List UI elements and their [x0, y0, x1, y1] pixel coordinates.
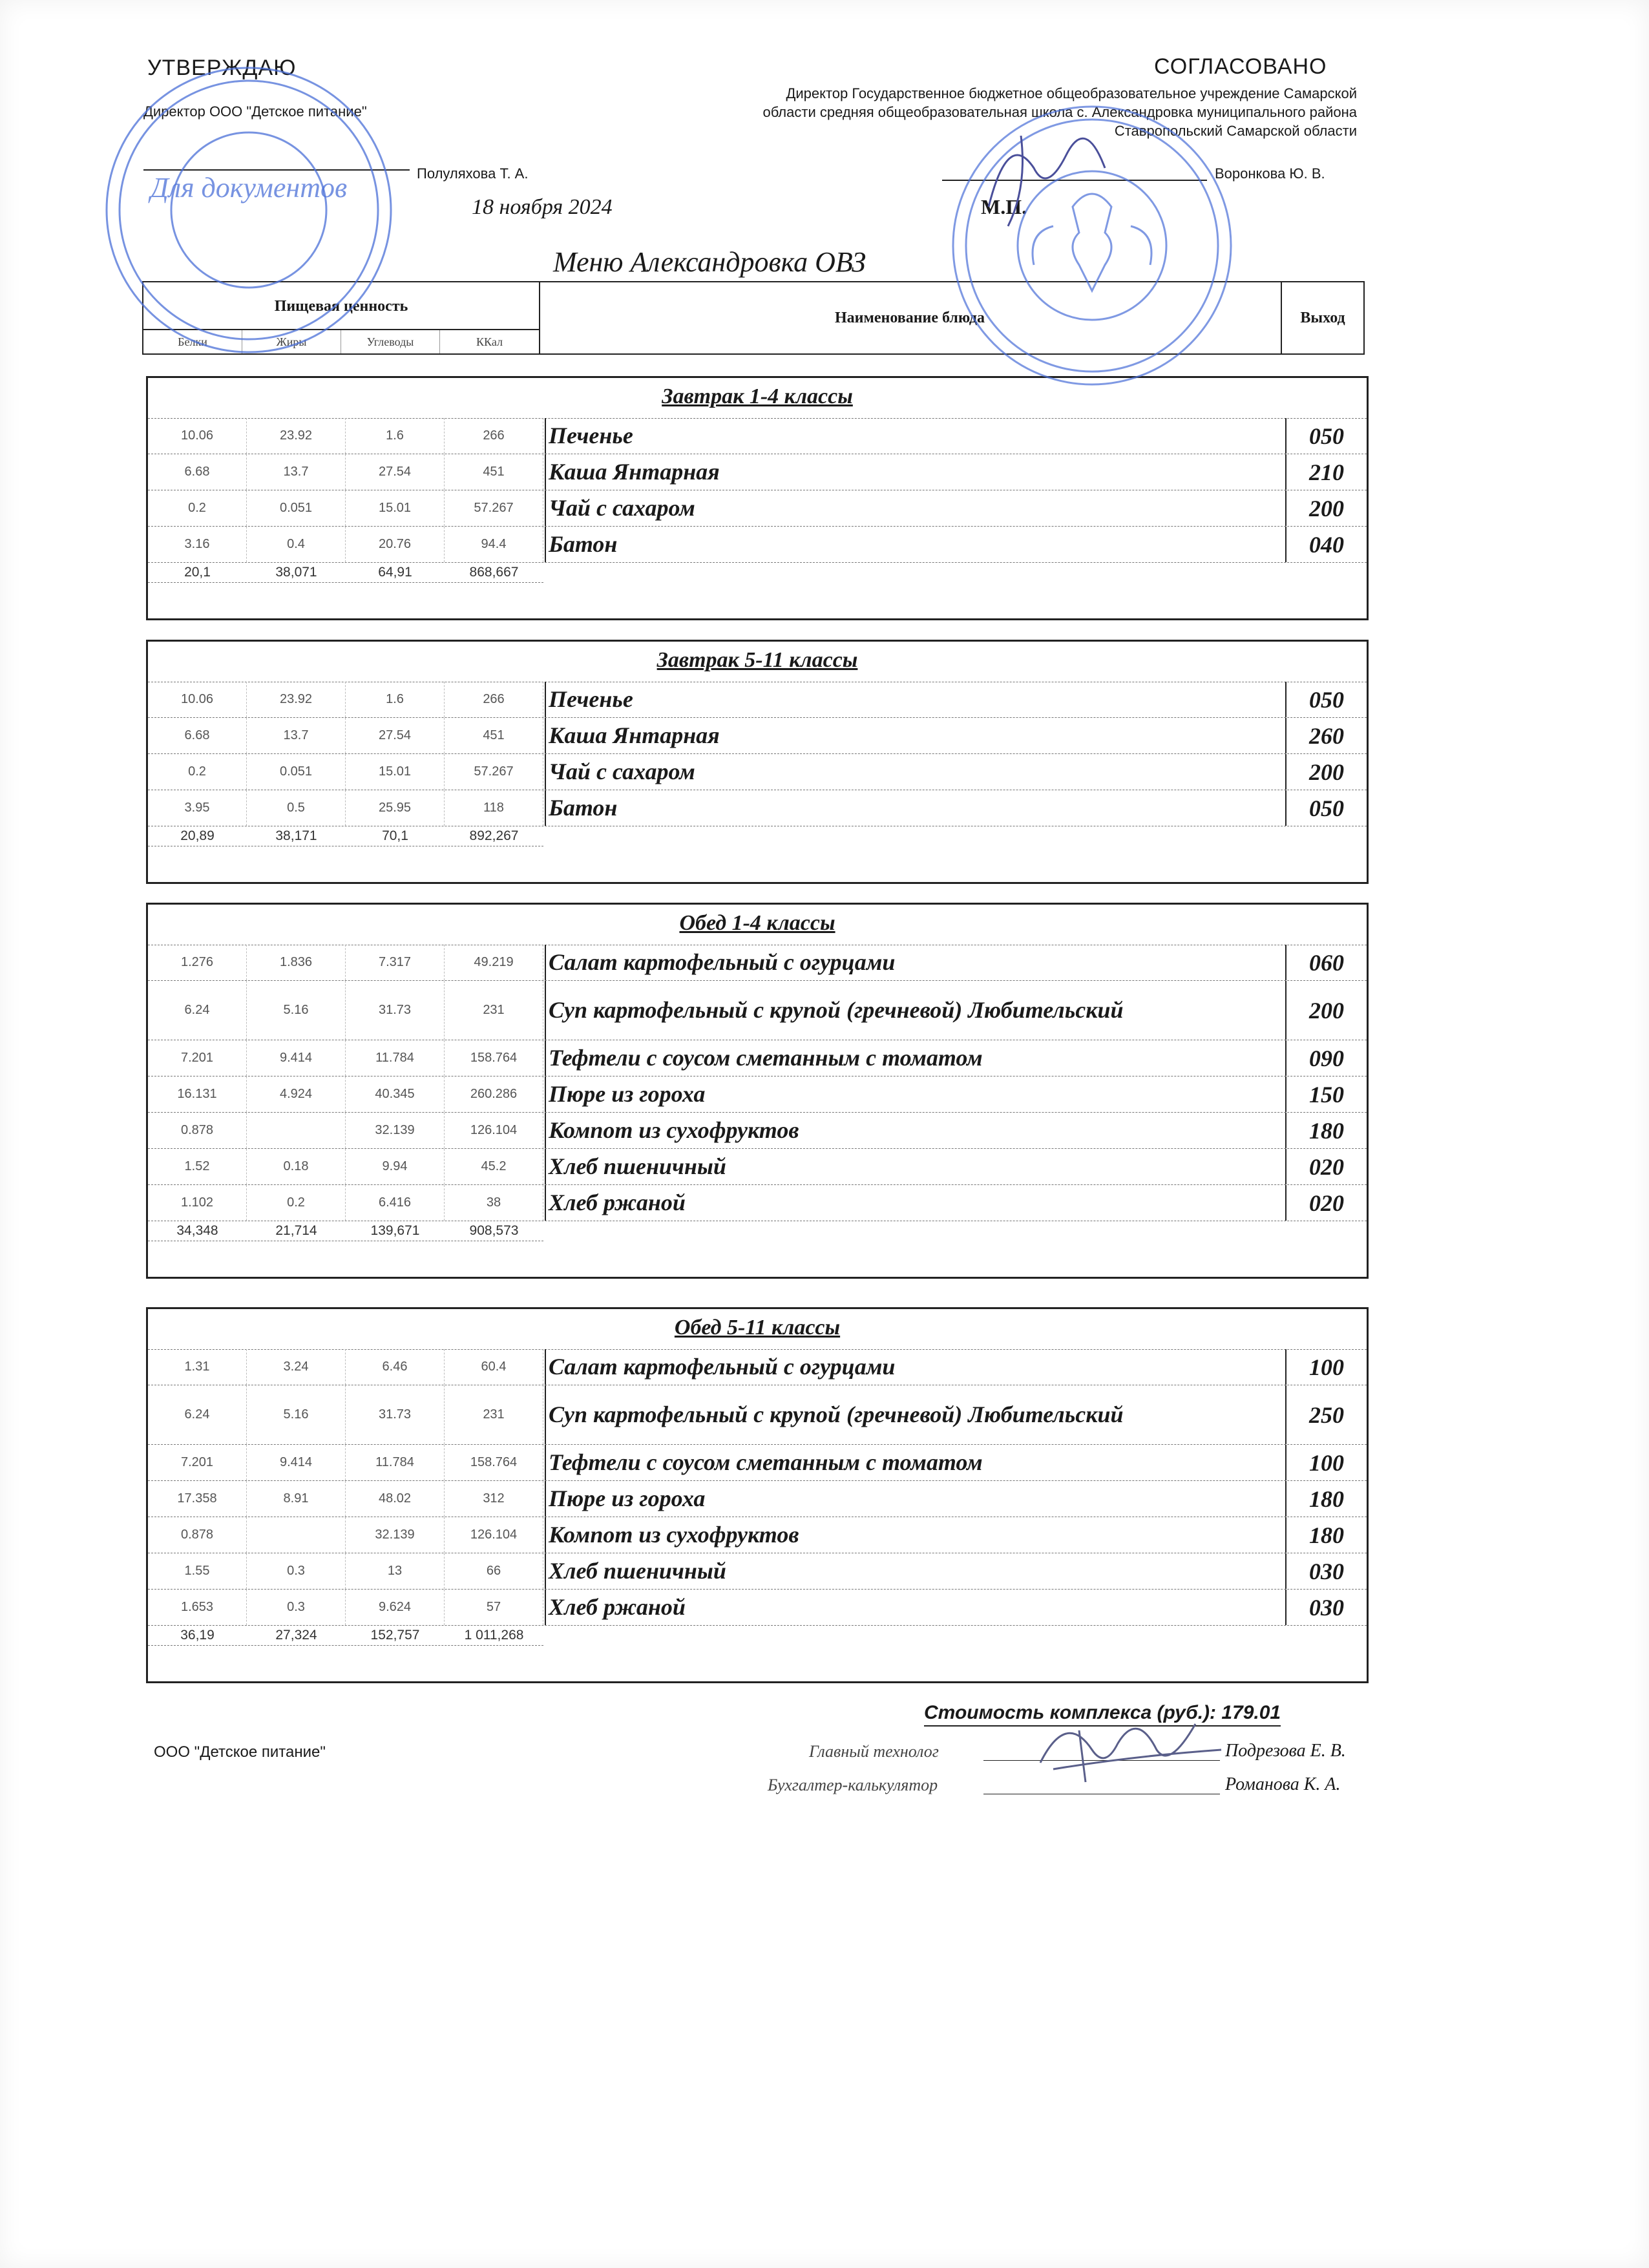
table-row: [148, 754, 1367, 790]
carbs-value: 31.73: [346, 981, 445, 1040]
kcal-value: 266: [445, 418, 543, 454]
kcal-value: 94.4: [445, 527, 543, 562]
protein-value: 0.2: [148, 490, 247, 526]
table-row: [148, 1040, 1367, 1076]
acc-label: Бухгалтер-калькулятор: [768, 1776, 938, 1794]
carbs-value: 27.54: [346, 454, 445, 490]
total-protein: 36,19: [180, 1628, 215, 1643]
carbs-value: 48.02: [346, 1481, 445, 1517]
dish-name: Тефтели с соусом сметанным с томатом: [545, 1040, 1287, 1076]
agree-title: СОГЛАСОВАНО: [1154, 54, 1327, 79]
menu-section: [146, 1307, 1369, 1683]
fat-value: 9.414: [247, 1040, 346, 1076]
dish-output: 060: [1309, 949, 1344, 976]
table-row: [148, 1553, 1367, 1590]
dish-output: 100: [1309, 1354, 1344, 1380]
kcal-value: 60.4: [445, 1349, 543, 1385]
approve-position: Директор ООО "Детское питание": [143, 103, 367, 120]
tech-signature-icon: [1002, 1692, 1247, 1801]
section-total: [148, 563, 543, 583]
protein-value: 17.358: [148, 1481, 247, 1517]
kcal-value: 45.2: [445, 1149, 543, 1184]
dish-output: 090: [1309, 1045, 1344, 1071]
kcal-value: 126.104: [445, 1113, 543, 1148]
protein-value: 7.201: [148, 1445, 247, 1480]
kcal-header: ККал: [476, 335, 503, 348]
agree-position-line: Ставропольский Самарской области: [1114, 123, 1357, 139]
carbs-value: 32.139: [346, 1113, 445, 1148]
carbs-value: 32.139: [346, 1517, 445, 1553]
table-row: [148, 418, 1367, 454]
dish-name: Суп картофельный с крупой (гречневой) Любительский: [545, 981, 1287, 1040]
kcal-value: 118: [445, 790, 543, 826]
output-header: Выход: [1300, 310, 1345, 326]
fat-value: 0.5: [247, 790, 346, 826]
protein-value: 0.878: [148, 1113, 247, 1148]
kcal-value: 266: [445, 682, 543, 717]
seal-mark: М.П.: [981, 195, 1027, 218]
fat-header: Жиры: [242, 330, 341, 353]
dish-name: Хлеб пшеничный: [545, 1553, 1287, 1589]
dish-output: 050: [1309, 423, 1344, 449]
fat-value: 5.16: [247, 981, 346, 1040]
dish-output: 020: [1309, 1153, 1344, 1180]
table-row: [148, 1076, 1367, 1113]
table-row: [148, 718, 1367, 754]
carbs-value: 25.95: [346, 790, 445, 826]
fat-value: 23.92: [247, 418, 346, 454]
kcal-value: 49.219: [445, 945, 543, 980]
table-row: [148, 981, 1367, 1040]
table-row: [148, 1590, 1367, 1626]
dish-output: 200: [1309, 997, 1344, 1024]
section-total: [148, 1221, 543, 1241]
dish-output: 180: [1309, 1486, 1344, 1512]
section-title: Обед 1-4 классы: [679, 911, 835, 935]
carbs-value: 1.6: [346, 682, 445, 717]
protein-value: 7.201: [148, 1040, 247, 1076]
dish-name: Батон: [545, 790, 1287, 826]
protein-value: 6.68: [148, 454, 247, 490]
dish-header: Наименование блюда: [539, 282, 1282, 353]
agree-signature-icon: [963, 110, 1157, 239]
protein-value: 1.653: [148, 1590, 247, 1625]
section-title: Завтрак 1-4 классы: [662, 384, 853, 408]
table-row: [148, 1481, 1367, 1517]
kcal-value: 57: [445, 1590, 543, 1625]
dish-name: Салат картофельный с огурцами: [545, 1349, 1287, 1385]
carbs-value: 15.01: [346, 754, 445, 790]
protein-value: 0.2: [148, 754, 247, 790]
table-row: [148, 945, 1367, 981]
carbs-value: 11.784: [346, 1040, 445, 1076]
menu-section: [146, 376, 1369, 620]
total-protein: 34,348: [176, 1223, 218, 1238]
carbs-value: 40.345: [346, 1076, 445, 1112]
fat-value: 4.924: [247, 1076, 346, 1112]
dish-name: Компот из сухофруктов: [545, 1113, 1287, 1148]
carbs-value: 1.6: [346, 418, 445, 454]
fat-value: 1.836: [247, 945, 346, 980]
kcal-value: 451: [445, 718, 543, 753]
dish-output: 200: [1309, 759, 1344, 785]
menu-section: [146, 640, 1369, 884]
table-row: [148, 1113, 1367, 1149]
dish-output: 200: [1309, 495, 1344, 521]
table-row: [148, 454, 1367, 490]
carbs-value: 15.01: [346, 490, 445, 526]
dish-output: 250: [1309, 1402, 1344, 1428]
protein-value: 6.24: [148, 981, 247, 1040]
kcal-value: 158.764: [445, 1040, 543, 1076]
table-row: [148, 1149, 1367, 1185]
carbs-header: Углеводы: [341, 330, 440, 353]
kcal-value: 260.286: [445, 1076, 543, 1112]
agree-position-line: Директор Государственное бюджетное общеобразовательное учреждение Самарской: [786, 85, 1357, 101]
protein-value: 10.06: [148, 418, 247, 454]
dish-output: 050: [1309, 686, 1344, 713]
section-total: [148, 1626, 543, 1646]
dish-output: 100: [1309, 1449, 1344, 1476]
table-row: [148, 1445, 1367, 1481]
total-protein: 20,89: [180, 828, 215, 843]
dish-output: 050: [1309, 795, 1344, 821]
kcal-value: 451: [445, 454, 543, 490]
carbs-value: 7.317: [346, 945, 445, 980]
protein-value: 6.68: [148, 718, 247, 753]
protein-value: 6.24: [148, 1385, 247, 1444]
total-kcal: 892,267: [469, 828, 519, 843]
protein-value: 0.878: [148, 1517, 247, 1553]
carbs-value: 27.54: [346, 718, 445, 753]
dish-output: 260: [1309, 722, 1344, 749]
dish-name: Чай с сахаром: [545, 490, 1287, 526]
stamp-left-text: Для документов: [150, 172, 348, 204]
total-carbs: 139,671: [370, 1223, 420, 1238]
agree-name: Воронкова Ю. В.: [1215, 165, 1325, 182]
dish-name: Пюре из гороха: [545, 1481, 1287, 1517]
protein-value: 1.31: [148, 1349, 247, 1385]
table-row: [148, 790, 1367, 826]
kcal-value: 38: [445, 1185, 543, 1221]
protein-value: 1.102: [148, 1185, 247, 1221]
fat-value: 8.91: [247, 1481, 346, 1517]
dish-name: Пюре из гороха: [545, 1076, 1287, 1112]
fat-value: 0.051: [247, 754, 346, 790]
kcal-value: 126.104: [445, 1517, 543, 1553]
fat-value: [247, 1113, 346, 1148]
fat-value: 13.7: [247, 718, 346, 753]
total-carbs: 152,757: [370, 1628, 420, 1643]
acc-name: Романова К. А.: [1225, 1774, 1341, 1794]
carbs-value: 11.784: [346, 1445, 445, 1480]
table-row: [148, 527, 1367, 563]
dish-name: Салат картофельный с огурцами: [545, 945, 1287, 980]
protein-value: 3.95: [148, 790, 247, 826]
table-row: [148, 1385, 1367, 1445]
total-fat: 38,171: [275, 828, 317, 843]
total-protein: 20,1: [184, 565, 211, 580]
table-row: [148, 490, 1367, 527]
dish-output: 030: [1309, 1558, 1344, 1584]
protein-value: 10.06: [148, 682, 247, 717]
carbs-value: 13: [346, 1553, 445, 1589]
dish-output: 020: [1309, 1190, 1344, 1216]
carbs-value: 6.416: [346, 1185, 445, 1221]
table-row: [148, 1517, 1367, 1553]
fat-value: 0.051: [247, 490, 346, 526]
protein-value: 1.55: [148, 1553, 247, 1589]
dish-name: Печенье: [545, 682, 1287, 717]
protein-header: Белки: [143, 330, 242, 353]
dish-name: Хлеб ржаной: [545, 1590, 1287, 1625]
table-row: [148, 682, 1367, 718]
kcal-value: 57.267: [445, 490, 543, 526]
dish-output: 040: [1309, 531, 1344, 558]
carbs-value: 9.94: [346, 1149, 445, 1184]
dish-output: 150: [1309, 1081, 1344, 1108]
table-row: [148, 1185, 1367, 1221]
dish-name: Компот из сухофруктов: [545, 1517, 1287, 1553]
fat-value: 13.7: [247, 454, 346, 490]
dish-output: 180: [1309, 1117, 1344, 1144]
dish-name: Тефтели с соусом сметанным с томатом: [545, 1445, 1287, 1480]
dish-name: Каша Янтарная: [545, 454, 1287, 490]
protein-value: 1.52: [148, 1149, 247, 1184]
fat-value: 9.414: [247, 1445, 346, 1480]
tech-label: Главный технолог: [809, 1742, 939, 1761]
total-kcal: 1 011,268: [464, 1628, 524, 1643]
fat-value: 0.3: [247, 1553, 346, 1589]
table-row: [148, 1349, 1367, 1385]
tech-name: Подрезова Е. В.: [1225, 1741, 1346, 1761]
protein-value: 16.131: [148, 1076, 247, 1112]
carbs-value: 31.73: [346, 1385, 445, 1444]
kcal-value: 231: [445, 1385, 543, 1444]
carbs-value: 6.46: [346, 1349, 445, 1385]
approve-name: Полуляхова Т. А.: [417, 165, 529, 182]
total-carbs: 70,1: [382, 828, 408, 843]
agree-position-line: области средняя общеобразовательная школа с. Александровка муниципального района: [762, 104, 1357, 120]
total-fat: 27,324: [275, 1628, 317, 1643]
carbs-value: 20.76: [346, 527, 445, 562]
section-total: [148, 826, 543, 846]
total-fat: 38,071: [275, 565, 317, 580]
dish-output: 030: [1309, 1594, 1344, 1621]
kcal-value: 66: [445, 1553, 543, 1589]
fat-value: 23.92: [247, 682, 346, 717]
approve-date: 18 ноября 2024: [472, 195, 613, 219]
total-kcal: 908,573: [469, 1223, 519, 1238]
section-title: Завтрак 5-11 классы: [656, 648, 858, 672]
fat-value: 3.24: [247, 1349, 346, 1385]
approve-title: УТВЕРЖДАЮ: [147, 56, 297, 80]
total-fat: 21,714: [275, 1223, 317, 1238]
kcal-value: 158.764: [445, 1445, 543, 1480]
fat-value: 0.4: [247, 527, 346, 562]
kcal-value: 57.267: [445, 754, 543, 790]
complex-cost: Стоимость комплекса (руб.): 179.01: [924, 1702, 1281, 1727]
fat-value: [247, 1517, 346, 1553]
menu-title: Меню Александровка ОВЗ: [553, 246, 866, 278]
total-kcal: 868,667: [469, 565, 519, 580]
protein-value: 3.16: [148, 527, 247, 562]
nutrition-title: Пищевая ценность: [143, 282, 539, 330]
total-carbs: 64,91: [378, 565, 412, 580]
dish-name: Хлеб ржаной: [545, 1185, 1287, 1221]
fat-value: 0.3: [247, 1590, 346, 1625]
dish-name: Печенье: [545, 418, 1287, 454]
section-title: Обед 5-11 классы: [674, 1316, 841, 1339]
kcal-value: 231: [445, 981, 543, 1040]
kcal-value: 312: [445, 1481, 543, 1517]
dish-name: Суп картофельный с крупой (гречневой) Любительский: [545, 1385, 1287, 1444]
dish-name: Батон: [545, 527, 1287, 562]
dish-output: 210: [1309, 459, 1344, 485]
dish-name: Чай с сахаром: [545, 754, 1287, 790]
fat-value: 0.2: [247, 1185, 346, 1221]
company-stamp-icon: [97, 58, 401, 362]
dish-name: Каша Янтарная: [545, 718, 1287, 753]
protein-value: 1.276: [148, 945, 247, 980]
footer-company: ООО "Детское питание": [154, 1743, 326, 1761]
dish-name: Хлеб пшеничный: [545, 1149, 1287, 1184]
menu-section: [146, 903, 1369, 1279]
fat-value: 0.18: [247, 1149, 346, 1184]
fat-value: 5.16: [247, 1385, 346, 1444]
carbs-value: 9.624: [346, 1590, 445, 1625]
dish-output: 180: [1309, 1522, 1344, 1548]
